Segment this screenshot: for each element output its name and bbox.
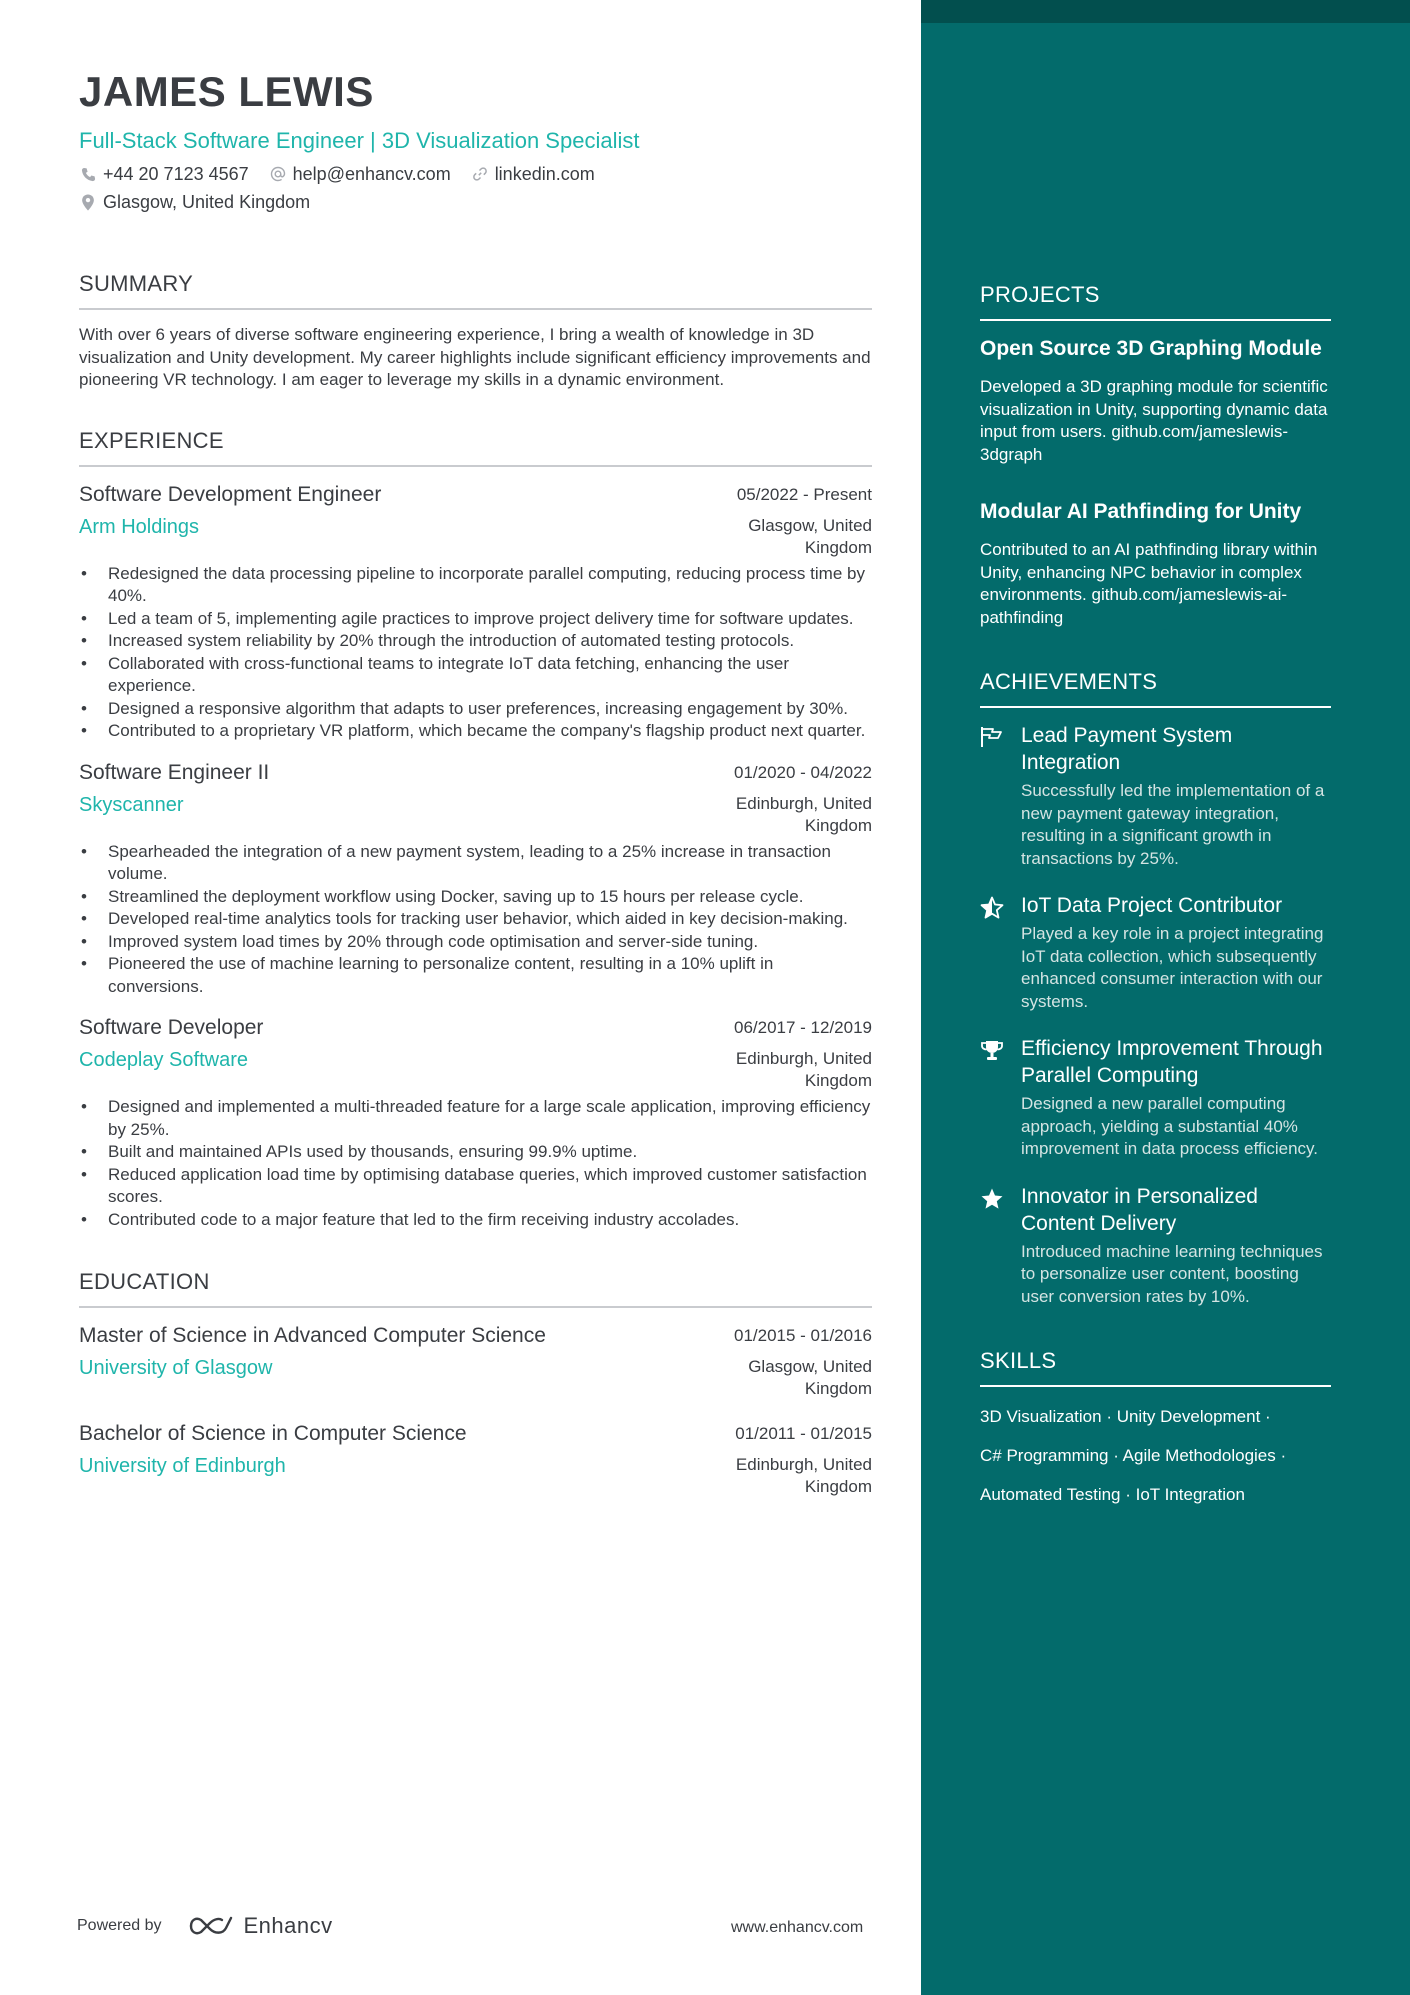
achievement-item [980,892,1331,1013]
company-name: Arm Holdings [79,515,200,538]
candidate-name: JAMES LEWIS [79,68,374,115]
achievement-item [980,722,1331,870]
skills-line: 3D Visualization · Unity Development · [980,1407,1271,1426]
phone-icon [79,165,97,183]
bullet-item: • Contributed code to a major feature that led to the firm receiving industry accolades. [79,1209,872,1232]
company-name: Skyscanner [79,793,184,816]
degree-title: Bachelor of Science in Computer Science [79,1422,467,1445]
job-title: Software Engineer II [79,760,270,784]
education-entry [79,1322,872,1400]
bullet-item: • Developed real-time analytics tools for tracking user behavior, which aided in key decision-making. [79,908,872,931]
bullet-item: • Led a team of 5, implementing agile practices to improve project delivery time for software updates. [79,608,872,631]
star-icon [980,1183,1010,1309]
flag-icon [980,722,1010,870]
job-bullets [79,1096,872,1231]
job-location: Edinburgh, United Kingdom [735,793,872,835]
footer-website[interactable]: www.enhancv.com [731,1919,864,1936]
summary-section [79,271,872,392]
degree-title: Master of Science in Advanced Computer Science [79,1324,546,1347]
bullet-item: • Designed and implemented a multi-threaded feature for a large scale application, improving efficiency by 25%. [79,1096,872,1141]
experience-entry [79,1014,872,1231]
achievement-item [980,1183,1331,1309]
summary-title: SUMMARY [79,271,872,310]
company-name: Codeplay Software [79,1049,248,1071]
job-location: Edinburgh, United Kingdom [735,1049,872,1090]
project-description: Contributed to an AI pathfinding library within Unity, enhancing NPC behavior in complex environments. github.com/jameslewis-ai-pathfinding [980,540,1318,627]
project-item [980,335,1331,466]
contact-location [79,192,310,213]
summary-text: With over 6 years of diverse software engineering experience, I bring a wealth of knowledge in 3D visualization and Unity development. My career highlights include significant efficiency improvements and pioneering VR technology. I am eager to leverage my skills in a dynamic environment. [79,325,871,389]
project-title: Modular AI Pathfinding for Unity [980,500,1302,523]
achievements-section [980,669,1331,1308]
achievements-title: ACHIEVEMENTS [980,669,1331,708]
enhancv-logo-icon [188,1914,234,1938]
contact-phone[interactable] [79,164,249,185]
bullet-item: • Designed a responsive algorithm that adapts to user preferences, increasing engagement by 30%. [79,698,872,721]
powered-by-text: Powered by [77,1917,162,1934]
education-entry [79,1420,872,1498]
bullet-item: • Collaborated with cross-functional teams to integrate IoT data fetching, enhancing the user experience. [79,653,872,698]
skills-section [980,1348,1331,1514]
achievement-title: Efficiency Improvement Through Parallel Computing [1021,1037,1323,1087]
projects-title: PROJECTS [980,282,1331,321]
sidebar-content [980,282,1331,1514]
bullet-item: • Built and maintained APIs used by thousands, ensuring 99.9% uptime. [79,1141,872,1164]
contact-row [79,188,872,216]
achievement-description: Successfully led the implementation of a new payment gateway integration, resulting in a significant growth in transactions by 25%. [1021,781,1325,868]
education-dates: 01/2011 - 01/2015 [735,1424,872,1443]
achievement-description: Designed a new parallel computing approach, yielding a substantial 40% improvement in data process efficiency. [1021,1094,1319,1158]
achievement-title: IoT Data Project Contributor [1021,894,1283,917]
achievement-title: Lead Payment System Integration [1021,724,1233,774]
experience-entry [79,759,872,999]
job-bullets [79,841,872,999]
sidebar-top-bar [921,0,1410,23]
bullet-item: • Streamlined the deployment workflow using Docker, saving up to 15 hours per release cycle. [79,886,872,909]
sidebar [921,0,1410,1995]
experience-title: EXPERIENCE [79,428,872,467]
contact-link[interactable] [471,164,595,185]
job-dates: 01/2020 - 04/2022 [733,762,872,782]
job-dates: 05/2022 - Present [736,484,872,504]
at-icon [269,165,287,183]
projects-section [980,282,1331,629]
brand-name: Enhancv [243,1913,333,1938]
education-location: Edinburgh, United Kingdom [735,1455,872,1496]
job-bullets [79,563,872,743]
location-text: Glasgow, United Kingdom [103,191,311,212]
link-text: linkedin.com [494,163,595,184]
education-section [79,1269,872,1498]
bullet-item: • Improved system load times by 20% through code optimisation and server-side tuning. [79,931,872,954]
bullet-item: • Redesigned the data processing pipeline to incorporate parallel computing, reducing process time by 40%. [79,563,872,608]
bullet-item: • Pioneered the use of machine learning to personalize content, resulting in a 10% uplift in conversions. [79,953,872,998]
job-title: Software Development Engineer [79,482,382,506]
project-description: Developed a 3D graphing module for scientific visualization in Unity, supporting dynamic data input from users. github.com/jameslewis-3dgraph [980,377,1328,464]
education-location: Glasgow, United Kingdom [748,1357,872,1398]
experience-section [79,428,872,1232]
contact-row [79,160,872,188]
education-title: EDUCATION [79,1269,872,1308]
job-location: Glasgow, United Kingdom [748,515,872,557]
link-icon [471,165,489,183]
achievement-item [980,1035,1331,1161]
email-text: help@enhancv.com [292,163,451,184]
trophy-icon [980,1035,1010,1161]
skills-line: Automated Testing · IoT Integration [980,1485,1245,1504]
achievement-title: Innovator in Personalized Content Delivery [1021,1184,1258,1235]
candidate-headline: Full-Stack Software Engineer | 3D Visualization Specialist [79,128,640,153]
skills-list [980,1397,1331,1514]
star-half-icon [980,892,1010,1013]
achievement-description: Introduced machine learning techniques to personalize user content, boosting user conversion rates by 10%. [1021,1241,1323,1306]
school-name: University of Edinburgh [79,1455,286,1477]
contact-email[interactable] [269,164,451,185]
job-dates: 06/2017 - 12/2019 [733,1018,872,1037]
main-column [79,66,872,1498]
bullet-item: • Spearheaded the integration of a new payment system, leading to a 25% increase in transaction volume. [79,841,872,886]
job-title: Software Developer [79,1016,264,1039]
bullet-item: • Increased system reliability by 20% through the introduction of automated testing protocols. [79,630,872,653]
phone-text: +44 20 7123 4567 [103,163,249,184]
skills-line: C# Programming · Agile Methodologies · [980,1446,1287,1465]
bullet-item: • Contributed to a proprietary VR platform, which became the company's flagship product next quarter. [79,720,872,743]
footer-powered-by [77,1913,333,1939]
project-item [980,498,1331,629]
enhancv-logo[interactable] [188,1913,333,1939]
education-dates: 01/2015 - 01/2016 [733,1326,872,1345]
location-pin-icon [79,193,97,211]
skills-title: SKILLS [980,1348,1331,1387]
achievement-description: Played a key role in a project integrating IoT data collection, which subsequently enhanced consumer interaction with our systems. [1021,924,1324,1011]
bullet-item: • Reduced application load time by optimising database queries, which improved customer satisfaction scores. [79,1164,872,1209]
project-title: Open Source 3D Graphing Module [980,337,1322,360]
school-name: University of Glasgow [79,1357,273,1379]
experience-entry [79,481,872,743]
